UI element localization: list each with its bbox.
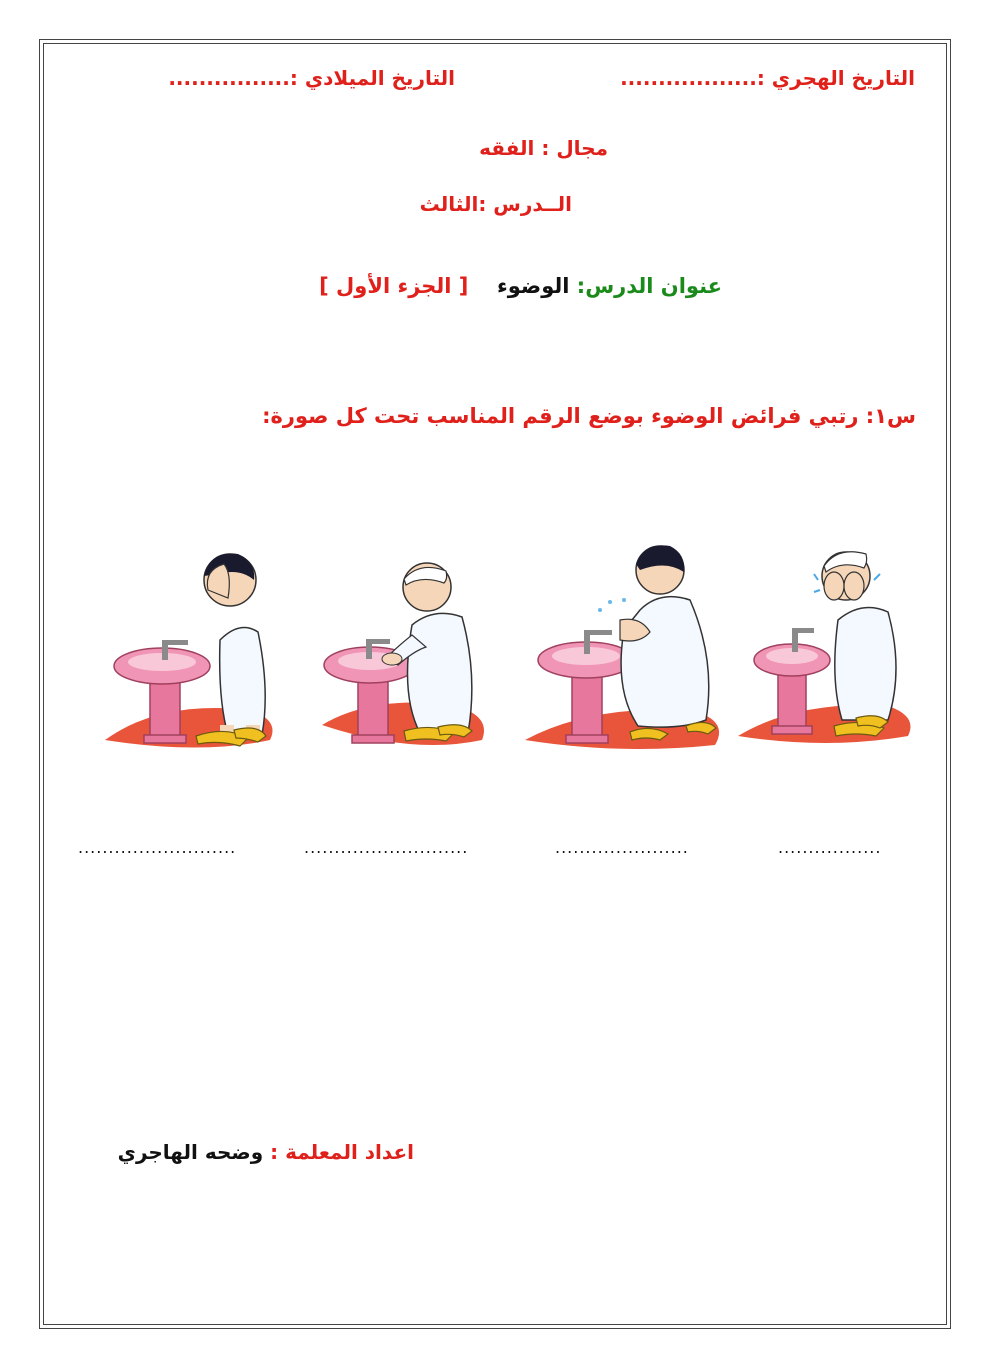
answer-blank-3[interactable]: ........................... [304, 838, 469, 857]
lesson-topic: الوضوء [497, 274, 570, 298]
washing-face-icon [738, 540, 918, 750]
gregorian-date-row [168, 66, 455, 90]
gregorian-date-label: التاريخ الميلادي : [289, 66, 455, 90]
question-text: س١: رتبي فرائض الوضوء بوضع الرقم المناسب تحت كل صورة: [262, 404, 916, 428]
prepared-by-label: اعداد المعلمة : [270, 1140, 414, 1164]
lesson-title-label: عنوان الدرس: [576, 274, 722, 298]
lesson-part: [ الجزء الأول ] [319, 274, 469, 298]
footer-prepared-by [118, 1140, 414, 1164]
hijri-date-row [620, 66, 915, 90]
hijri-date-label: التاريخ الهجري : [756, 66, 915, 90]
lesson-number: الــدرس :الثالث [419, 192, 572, 216]
answer-blank-4[interactable]: .......................... [78, 838, 237, 857]
teacher-name: وضحه الهاجري [117, 1140, 264, 1164]
washing-hands-icon [322, 555, 497, 755]
wiping-head-icon [100, 540, 290, 755]
lesson-title-row [319, 274, 722, 298]
hijri-date-blank: .................. [620, 66, 757, 90]
answer-blank-2[interactable]: ...................... [555, 838, 689, 857]
washing-feet-icon [520, 540, 730, 755]
gregorian-date-blank: ................ [168, 66, 290, 90]
answer-blank-1[interactable]: ................. [778, 838, 882, 857]
subject-field: مجال : الفقه [479, 136, 608, 160]
